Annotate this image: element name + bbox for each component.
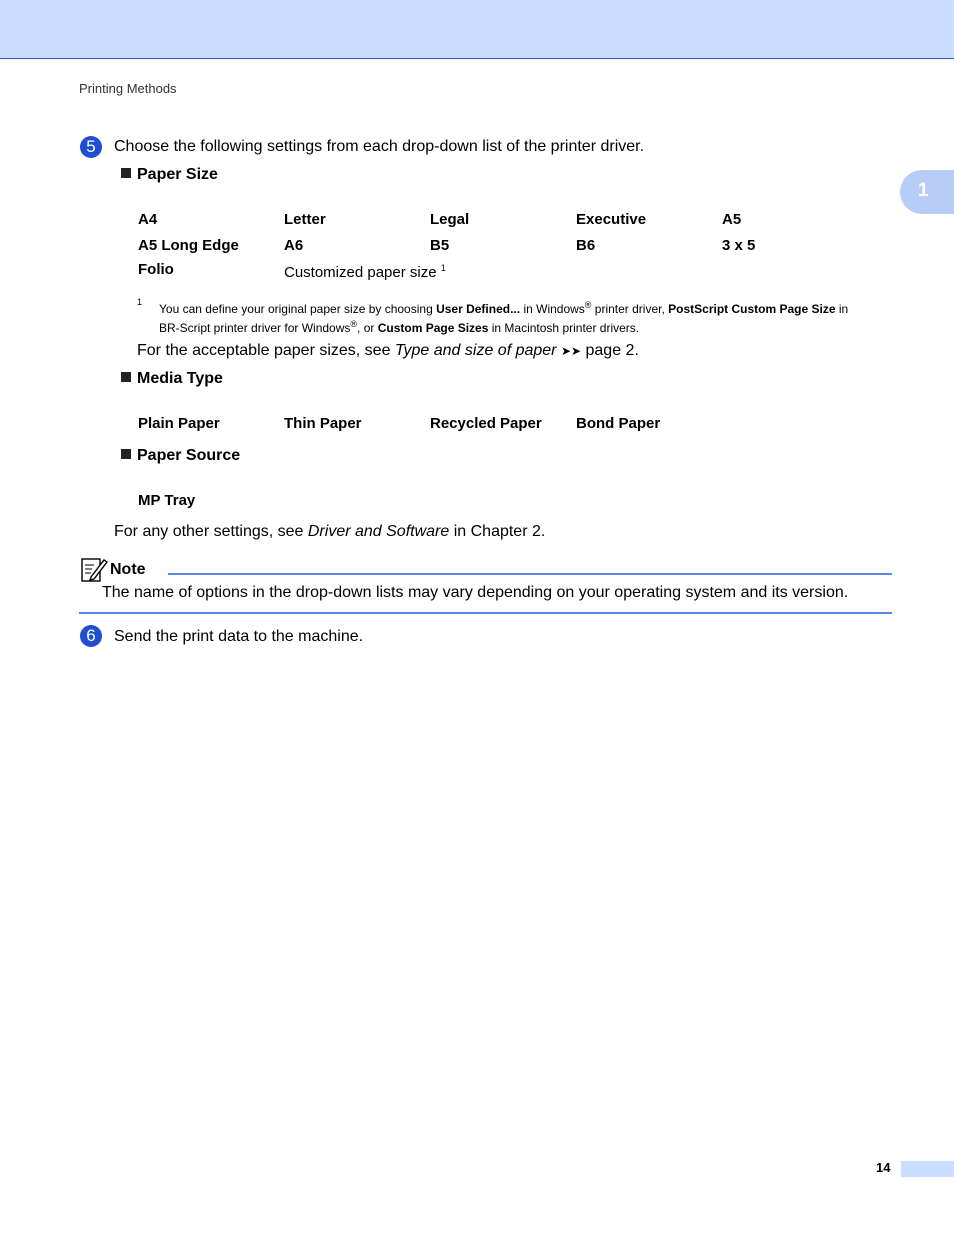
footnote-line-2: BR-Script printer driver for Windows®, or Custom Page Sizes in Macintosh printer drivers. xyxy=(159,319,640,335)
step-5-text: Choose the following settings from each drop-down list of the printer driver. xyxy=(114,138,645,155)
header-band xyxy=(0,0,954,59)
note-bottom-rule xyxy=(79,612,892,614)
paper-size-cell: B5 xyxy=(430,237,450,254)
paper-source-cell: MP Tray xyxy=(138,492,196,509)
paper-size-cell: 3 x 5 xyxy=(722,237,756,254)
paper-size-cell: A6 xyxy=(284,237,304,254)
paper-size-cell: A5 xyxy=(722,211,742,228)
footnote-number: 1 xyxy=(137,297,143,307)
page-number-band xyxy=(901,1161,954,1177)
bullet-square-icon xyxy=(121,372,131,382)
chapter-tab xyxy=(900,170,954,214)
step-6-text: Send the print data to the machine. xyxy=(114,628,364,645)
bullet-square-icon xyxy=(121,449,131,459)
media-type-cell: Plain Paper xyxy=(138,415,220,432)
media-type-cell: Bond Paper xyxy=(576,415,661,432)
bullet-square-icon xyxy=(121,168,131,178)
media-type-cell: Recycled Paper xyxy=(430,415,542,432)
page-number: 14 xyxy=(876,1160,891,1175)
note-label: Note xyxy=(110,561,146,578)
paper-size-cell: A4 xyxy=(138,211,158,228)
footnote-ref: 1 xyxy=(440,263,446,273)
paper-size-custom: Customized paper size $^1$ xyxy=(284,263,446,281)
other-settings-text: For any other settings, see Driver and Software in Chapter 2. xyxy=(114,523,546,540)
paper-size-cell: B6 xyxy=(576,237,596,254)
note-pencil-icon xyxy=(80,556,108,583)
paper-size-see-reference: For the acceptable paper sizes, see Type and size of paper ➤➤ page 2. xyxy=(137,342,639,359)
paper-source-heading: Paper Source xyxy=(121,447,240,465)
paper-size-cell: Legal xyxy=(430,211,470,228)
link-driver-and-software[interactable]: Driver and Software xyxy=(307,523,450,540)
breadcrumb: Printing Methods xyxy=(79,81,177,96)
paper-size-cell: Letter xyxy=(284,211,326,228)
note-top-rule xyxy=(168,573,892,575)
media-type-cell: Thin Paper xyxy=(284,415,362,432)
paper-size-cell: A5 Long Edge xyxy=(138,237,239,254)
paper-size-cell: Folio xyxy=(138,261,174,278)
step-6-badge: 6 xyxy=(80,625,102,647)
footnote-line-1: You can define your original paper size by choosing User Defined... in Windows® printer driver, PostScript Custom Page Size in xyxy=(159,300,849,316)
paper-size-cell: Executive xyxy=(576,211,647,228)
note-text: The name of options in the drop-down lists may vary depending on your operating system and its version. xyxy=(102,584,849,601)
double-arrow-icon: ➤➤ xyxy=(560,344,582,358)
paper-size-heading: Paper Size xyxy=(121,166,218,184)
step-5-badge: 5 xyxy=(80,136,102,158)
media-type-heading: Media Type xyxy=(121,370,223,388)
link-type-and-size[interactable]: Type and size of paper xyxy=(394,342,557,359)
chapter-tab-label: 1 xyxy=(918,180,929,201)
